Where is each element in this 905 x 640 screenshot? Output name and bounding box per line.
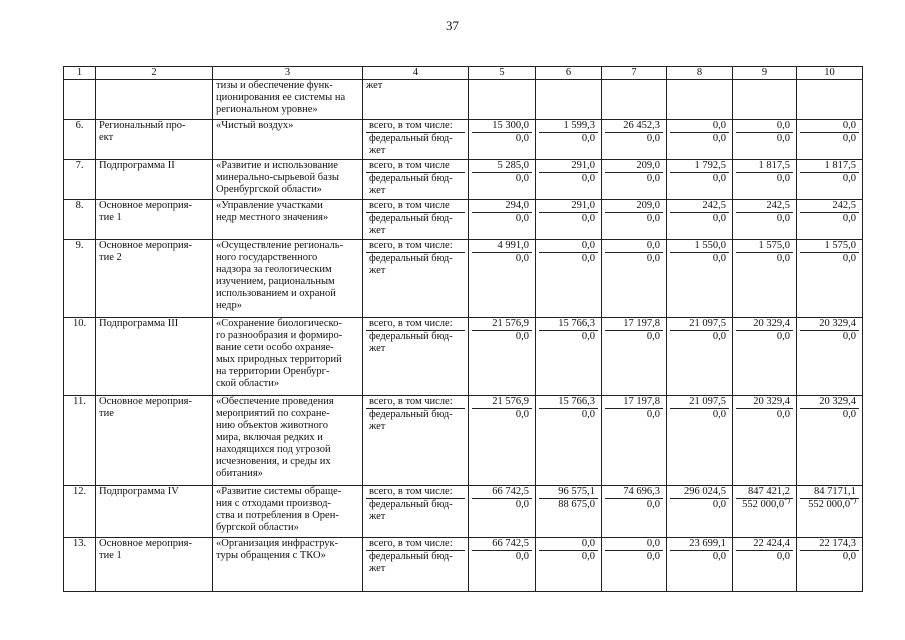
value-federal: 0,0 (581, 551, 595, 562)
value-federal: 0,0 (776, 331, 790, 342)
cell-type (96, 486, 213, 538)
source-federal: федеральный бюд-жет (369, 331, 453, 354)
value-federal: 0,0 (776, 133, 790, 144)
value-total: 17 197,8 (605, 396, 663, 409)
value-total: 96 575,1 (539, 486, 598, 499)
cell-num: 11. (64, 396, 96, 486)
value-total: 847 421,2 (736, 486, 793, 499)
cell-value-col8 (667, 240, 733, 318)
value-federal: 0,0 (646, 409, 660, 420)
value-federal: 0,0 (646, 253, 660, 264)
cell-num: 8. (64, 200, 96, 240)
name-line: нию объектов животного (216, 420, 328, 431)
value-total: 0,0 (539, 240, 598, 253)
name-line: надзора за геологическим (216, 264, 332, 275)
cell-value-col10 (797, 318, 863, 396)
cell-num: 7. (64, 160, 96, 200)
cell-name (213, 200, 363, 240)
name-line: ства и потребления в Орен- (216, 510, 339, 521)
table-row (64, 318, 863, 396)
name-line: туры обращения с ТКО» (216, 550, 326, 561)
value-total: 21 576,9 (472, 396, 532, 409)
value-federal: 0,0 (776, 173, 790, 184)
value-federal: 0,0 (515, 499, 529, 510)
value-total: 23 699,1 (670, 538, 729, 551)
value-total: 21 097,5 (670, 318, 729, 331)
value-federal: 0,0 (646, 331, 660, 342)
value-total: 20 329,4 (800, 396, 859, 409)
cell-value-col5 (469, 396, 536, 486)
source-total: всего, в том числе (366, 200, 465, 213)
value-federal: 0,0 (776, 213, 790, 224)
type-line: Подпрограмма IV (99, 486, 179, 497)
value-total: 0,0 (670, 120, 729, 133)
value-total: 242,5 (736, 200, 793, 213)
cell-value-col5 (469, 200, 536, 240)
cell-value-col10 (797, 486, 863, 538)
value-federal: 0,0 (646, 213, 660, 224)
name-line: региональном уровне» (216, 104, 318, 115)
value-federal: 0,0 (842, 551, 856, 562)
value-total: 22 424,4 (736, 538, 793, 551)
value-total: 0,0 (605, 240, 663, 253)
cell-value-col6 (536, 538, 602, 592)
cell-value-col7 (602, 240, 667, 318)
value-federal: 0,0 (712, 551, 726, 562)
value-federal: 0,0 (712, 133, 726, 144)
cell-name (213, 538, 363, 592)
cell-source (363, 318, 469, 396)
table-row (64, 120, 863, 160)
name-line: недр» (216, 300, 242, 311)
name-line: тизы и обеспечение функ- (216, 80, 333, 91)
cell-value-col9 (733, 200, 797, 240)
value-federal: 0,0 (776, 253, 790, 264)
type-line: ект (99, 132, 114, 143)
cell-value-col9 (733, 160, 797, 200)
cell-value-col10 (797, 396, 863, 486)
value-federal: 0,0 (646, 173, 660, 184)
value-total: 20 329,4 (800, 318, 859, 331)
value-total: 1 575,0 (800, 240, 859, 253)
cell-value-col8 (667, 160, 733, 200)
value-total: 1 817,5 (800, 160, 859, 173)
cell-num (64, 80, 96, 120)
name-line: бургской области» (216, 522, 299, 533)
value-total: 0,0 (605, 538, 663, 551)
name-line: мероприятий по сохране- (216, 408, 330, 419)
cell-value-col5 (469, 120, 536, 160)
cell-value-col10 (797, 120, 863, 160)
cell-value-col6 (536, 240, 602, 318)
continuation-row (64, 80, 863, 120)
type-line: Основное мероприя- (99, 240, 192, 251)
cell-value-col5 (469, 486, 536, 538)
cell-type (96, 200, 213, 240)
cell-value-col9 (733, 396, 797, 486)
page-number: 37 (446, 18, 459, 33)
name-line: «Сохранение биологическо- (216, 318, 342, 329)
cell-source (363, 240, 469, 318)
value-total: 242,5 (670, 200, 729, 213)
value-total: 66 742,5 (472, 538, 532, 551)
value-total: 209,0 (605, 160, 663, 173)
column-header-1: 1 (64, 67, 96, 80)
table-row (64, 240, 863, 318)
cell-type (96, 538, 213, 592)
name-line: ного государственного (216, 252, 318, 263)
value-federal: 0,0 (581, 133, 595, 144)
cell-value-col7 (602, 486, 667, 538)
cell-value-col10 (797, 160, 863, 200)
cell-name (213, 80, 363, 120)
cell-value-col10 (797, 240, 863, 318)
type-line: Основное мероприя- (99, 200, 192, 211)
value-federal: 0,0 (646, 551, 660, 562)
cell-num: 6. (64, 120, 96, 160)
column-header-4: 4 (363, 67, 469, 80)
cell-name (213, 396, 363, 486)
value-total: 242,5 (800, 200, 859, 213)
source-total: всего, в том числе: (366, 538, 465, 551)
value-total: 21 097,5 (670, 396, 729, 409)
value-total: 84 7171,1 (800, 486, 859, 499)
value-total: 1 599,3 (539, 120, 598, 133)
cell-source (363, 200, 469, 240)
budget-table (63, 66, 863, 592)
source-federal: федеральный бюд-жет (369, 499, 453, 522)
value-federal: 0,0 (712, 409, 726, 420)
type-line: тие 1 (99, 212, 122, 223)
column-header-8: 8 (667, 67, 733, 80)
cell-value-col8 (667, 538, 733, 592)
name-line: недр местного значения» (216, 212, 329, 223)
value-federal: 0,0 (842, 133, 856, 144)
name-line: «Чистый воздух» (216, 120, 294, 131)
cell-name (213, 318, 363, 396)
cell-name (213, 486, 363, 538)
table-row (64, 396, 863, 486)
type-line: тие 1 (99, 550, 122, 561)
source-federal: федеральный бюд-жет (369, 253, 453, 276)
name-line: ской области» (216, 378, 280, 389)
value-total: 209,0 (605, 200, 663, 213)
cell-num: 10. (64, 318, 96, 396)
cell-source (363, 538, 469, 592)
cell-value-col6 (536, 486, 602, 538)
cell-source (363, 160, 469, 200)
value-federal: 0,0 (581, 409, 595, 420)
cell-value-col9 (733, 240, 797, 318)
column-header-10: 10 (797, 67, 863, 80)
cell-value-col9 (733, 120, 797, 160)
cell-value-col6 (536, 160, 602, 200)
type-line: тие (99, 408, 114, 419)
value-total: 74 696,3 (605, 486, 663, 499)
value-federal: 0,0 (842, 213, 856, 224)
name-line: ния с отходами производ- (216, 498, 331, 509)
value-federal: 0,0 (515, 173, 529, 184)
value-total: 1 792,5 (670, 160, 729, 173)
cell-source (363, 396, 469, 486)
value-total: 291,0 (539, 160, 598, 173)
source-federal: федеральный бюд-жет (369, 173, 453, 196)
table-row (64, 486, 863, 538)
value-federal: 0,0 (712, 213, 726, 224)
value-total: 0,0 (539, 538, 598, 551)
name-line: Оренбургской области» (216, 184, 322, 195)
cell-value-col6 (536, 200, 602, 240)
cell-value-col8 (667, 120, 733, 160)
cell-value-col8 (667, 318, 733, 396)
cell-value-col5 (469, 538, 536, 592)
value-federal: 0,0 (842, 331, 856, 342)
cell-value-col6 (536, 318, 602, 396)
source-federal: федеральный бюд-жет (369, 409, 453, 432)
column-header-7: 7 (602, 67, 667, 80)
column-header-3: 3 (213, 67, 363, 80)
source-total: всего, в том числе: (366, 396, 465, 409)
cell-type (96, 120, 213, 160)
name-line: мира, включая редких и (216, 432, 323, 443)
cell-value-col5 (469, 318, 536, 396)
source-federal: федеральный бюд-жет (369, 213, 453, 236)
cell-source: жет (363, 80, 469, 120)
cell-value-col8 (667, 396, 733, 486)
value-federal: 0,0 (581, 253, 595, 264)
name-line: минерально-сырьевой базы (216, 172, 339, 183)
cell-value-col7 (602, 538, 667, 592)
value-federal: 0,0 (712, 253, 726, 264)
value-total: 20 329,4 (736, 318, 793, 331)
value-federal: 0,0 (515, 253, 529, 264)
value-total: 291,0 (539, 200, 598, 213)
value-total: 15 300,0 (472, 120, 532, 133)
cell-value-col10 (797, 200, 863, 240)
name-line: «Управление участками (216, 200, 323, 211)
cell-value-col7 (602, 120, 667, 160)
name-line: исчезновения, и среды их (216, 456, 331, 467)
name-line: изучением, рациональным (216, 276, 335, 287)
source-total: всего, в том числе: (366, 240, 465, 253)
cell-value-col5 (469, 160, 536, 200)
value-total: 1 817,5 (736, 160, 793, 173)
cell-value-col7 (602, 160, 667, 200)
value-federal: 0,0 (515, 331, 529, 342)
name-line: «Организация инфраструк- (216, 538, 339, 549)
value-federal: 0,0 (581, 331, 595, 342)
value-federal: 0,0 (776, 551, 790, 562)
value-total: 20 329,4 (736, 396, 793, 409)
name-line: ционирования ее системы на (216, 92, 346, 103)
type-line: Региональный про- (99, 120, 186, 131)
name-line: мых природных территорий (216, 354, 342, 365)
header-row (64, 67, 863, 80)
type-line: тие 2 (99, 252, 122, 263)
cell-value-col5 (469, 240, 536, 318)
cell-value-col6 (536, 396, 602, 486)
value-total: 1 550,0 (670, 240, 729, 253)
value-federal: 0,0 (515, 213, 529, 224)
source-total: всего, в том числе: (366, 318, 465, 331)
value-total: 294,0 (472, 200, 532, 213)
source-federal: федеральный бюд-жет (369, 133, 453, 156)
cell-num: 9. (64, 240, 96, 318)
value-federal: 0,0 (842, 409, 856, 420)
type-line: Основное мероприя- (99, 396, 192, 407)
cell-value-col9 (733, 538, 797, 592)
table-row (64, 538, 863, 592)
cell-name (213, 240, 363, 318)
source-total: всего, в том числе: (366, 486, 465, 499)
value-federal: 0,0 (712, 331, 726, 342)
value-total: 66 742,5 (472, 486, 532, 499)
value-federal: 0,0 (712, 173, 726, 184)
cell-type (96, 240, 213, 318)
name-line: находящихся под угрозой (216, 444, 331, 455)
name-line: «Развитие системы обраще- (216, 486, 342, 497)
cell-name (213, 160, 363, 200)
value-total: 0,0 (800, 120, 859, 133)
cell-value-col8 (667, 200, 733, 240)
value-federal: 0,0 (515, 551, 529, 562)
column-header-9: 9 (733, 67, 797, 80)
table-row (64, 200, 863, 240)
value-federal: 552 000,0*) (808, 496, 856, 510)
value-total: 15 766,3 (539, 396, 598, 409)
name-line: «Развитие и использование (216, 160, 338, 171)
type-line: Подпрограмма III (99, 318, 179, 329)
value-federal: 0,0 (581, 173, 595, 184)
name-line: вание сети особо охраняе- (216, 342, 334, 353)
name-line: го разнообразия и формиро- (216, 330, 343, 341)
value-federal: 0,0 (515, 133, 529, 144)
cell-name (213, 120, 363, 160)
cell-source (363, 120, 469, 160)
source-federal: федеральный бюд-жет (369, 551, 453, 574)
value-total: 5 285,0 (472, 160, 532, 173)
cell-num: 12. (64, 486, 96, 538)
value-federal: 0,0 (776, 409, 790, 420)
value-federal: 0,0 (842, 173, 856, 184)
value-federal: 0,0 (646, 133, 660, 144)
cell-value-col7 (602, 318, 667, 396)
source-total: всего, в том числе: (366, 120, 465, 133)
value-federal: 0,0 (646, 499, 660, 510)
value-federal: 552 000,0*) (742, 496, 790, 510)
column-header-2: 2 (96, 67, 213, 80)
cell-source (363, 486, 469, 538)
column-header-6: 6 (536, 67, 602, 80)
value-total: 26 452,3 (605, 120, 663, 133)
value-federal: 0,0 (581, 213, 595, 224)
cell-value-col6 (536, 120, 602, 160)
value-federal: 0,0 (515, 409, 529, 420)
cell-type (96, 396, 213, 486)
value-total: 22 174,3 (800, 538, 859, 551)
column-header-5: 5 (469, 67, 536, 80)
name-line: на территории Оренбург- (216, 366, 330, 377)
cell-type (96, 80, 213, 120)
cell-value-col7 (602, 396, 667, 486)
name-line: «Обеспечение проведения (216, 396, 334, 407)
name-line: «Осуществление региональ- (216, 240, 344, 251)
value-total: 21 576,9 (472, 318, 532, 331)
value-federal: 88 675,0 (558, 499, 595, 510)
cell-value-col10 (797, 538, 863, 592)
cell-type (96, 318, 213, 396)
source-total: всего, в том числе (366, 160, 465, 173)
cell-num: 13. (64, 538, 96, 592)
value-federal: 0,0 (712, 499, 726, 510)
value-federal: 0,0 (842, 253, 856, 264)
table-row (64, 160, 863, 200)
name-line: использованием и охраной (216, 288, 336, 299)
cell-value-col8 (667, 486, 733, 538)
value-total: 4 991,0 (472, 240, 532, 253)
cell-value-col7 (602, 200, 667, 240)
value-total: 1 575,0 (736, 240, 793, 253)
cell-type (96, 160, 213, 200)
value-total: 15 766,3 (539, 318, 598, 331)
name-line: обитания» (216, 468, 263, 479)
cell-value-col9 (733, 318, 797, 396)
value-total: 296 024,5 (670, 486, 729, 499)
type-line: Основное мероприя- (99, 538, 192, 549)
type-line: Подпрограмма II (99, 160, 175, 171)
cell-value-col9 (733, 486, 797, 538)
value-total: 17 197,8 (605, 318, 663, 331)
value-total: 0,0 (736, 120, 793, 133)
